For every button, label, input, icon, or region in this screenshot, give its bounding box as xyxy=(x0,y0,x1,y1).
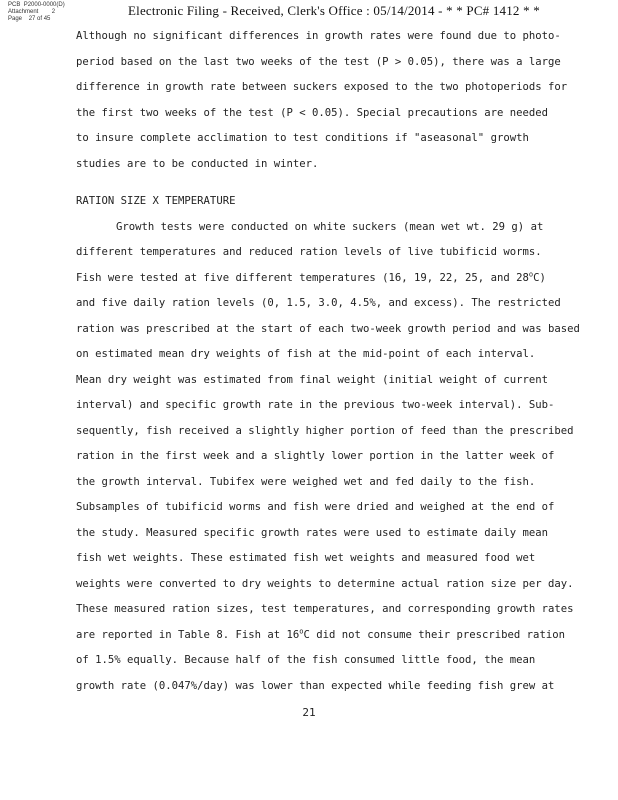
paragraph-photoperiod xyxy=(76,24,586,177)
text-line: interval) and specific growth rate in the previous two-week interval). Sub- xyxy=(76,399,555,411)
text-line: difference in growth rate between suckers exposed to the two photoperiods for xyxy=(76,81,568,93)
text-line: different temperatures and reduced ration levels of live tubificid worms. xyxy=(76,246,542,258)
text-line: ration in the first week and a slightly lower portion in the latter week of xyxy=(76,450,555,462)
page-number: 21 xyxy=(302,706,316,719)
text-line: Although no significant differences in growth rates were found due to photo- xyxy=(76,30,561,42)
text-line: weights were converted to dry weights to determine actual ration size per day. xyxy=(76,577,574,590)
text-line-temperatures: Fish were tested at five different temperatures (16, 19, 22, 25, and 28$^o$C) xyxy=(76,269,546,284)
paragraph-ration-size xyxy=(76,215,586,700)
text-line: the study. Measured specific growth rates were used to estimate daily mean xyxy=(76,526,548,539)
section-heading: RATION SIZE X TEMPERATURE xyxy=(76,195,236,207)
text-line: the first two weeks of the test (P < 0.05). Special precautions are needed xyxy=(76,106,548,119)
text-line: to insure complete acclimation to test conditions if "aseasonal" growth xyxy=(76,132,529,144)
stamp-line-page: Page 27 of 45 xyxy=(8,16,51,22)
text-line-table-reference: are reported in Table 8. Fish at 16$^o$C did not consume their prescribed ration xyxy=(76,626,565,641)
text-line: Subsamples of tubificid worms and fish were dried and weighed at the end of xyxy=(76,501,555,513)
text-line: growth rate (0.047%/day) was lower than expected while feeding fish grew at xyxy=(76,679,555,692)
filing-stamp xyxy=(8,2,65,23)
text-line: Growth tests were conducted on white suckers (mean wet wt. 29 g) at xyxy=(116,220,544,233)
text-line: and five daily ration levels (0, 1.5, 3.0, 4.5%, and excess). The restricted xyxy=(76,297,561,309)
text-line: These measured ration sizes, test temperatures, and corresponding growth rates xyxy=(76,603,574,615)
text-line: sequently, fish received a slightly higher portion of feed than the prescribed xyxy=(76,424,574,437)
paragraph-gap xyxy=(76,177,586,189)
stamp-line-pcb: PCB P2000-0000(D) xyxy=(8,2,65,8)
text-line: the growth interval. Tubifex were weighed wet and fed daily to the fish. xyxy=(76,475,536,488)
text-line: studies are to be conducted in winter. xyxy=(76,157,319,170)
text-line: on estimated mean dry weights of fish at the mid-point of each interval. xyxy=(76,348,536,360)
text-line: ration was prescribed at the start of each two-week growth period and was based xyxy=(76,322,580,335)
text-line: of 1.5% equally. Because half of the fish consumed little food, the mean xyxy=(76,654,536,666)
text-line: fish wet weights. These estimated fish wet weights and measured food wet xyxy=(76,552,536,564)
text-line: Mean dry weight was estimated from final weight (initial weight of current xyxy=(76,373,548,386)
stamp-line-attachment: Attachment 2 xyxy=(8,9,56,15)
filing-header: Electronic Filing - Received, Clerk's Office : 05/14/2014 - * * PC# 1412 * * xyxy=(128,3,540,18)
text-line: period based on the last two weeks of the test (P > 0.05), there was a large xyxy=(76,55,561,68)
document-body xyxy=(76,24,586,699)
